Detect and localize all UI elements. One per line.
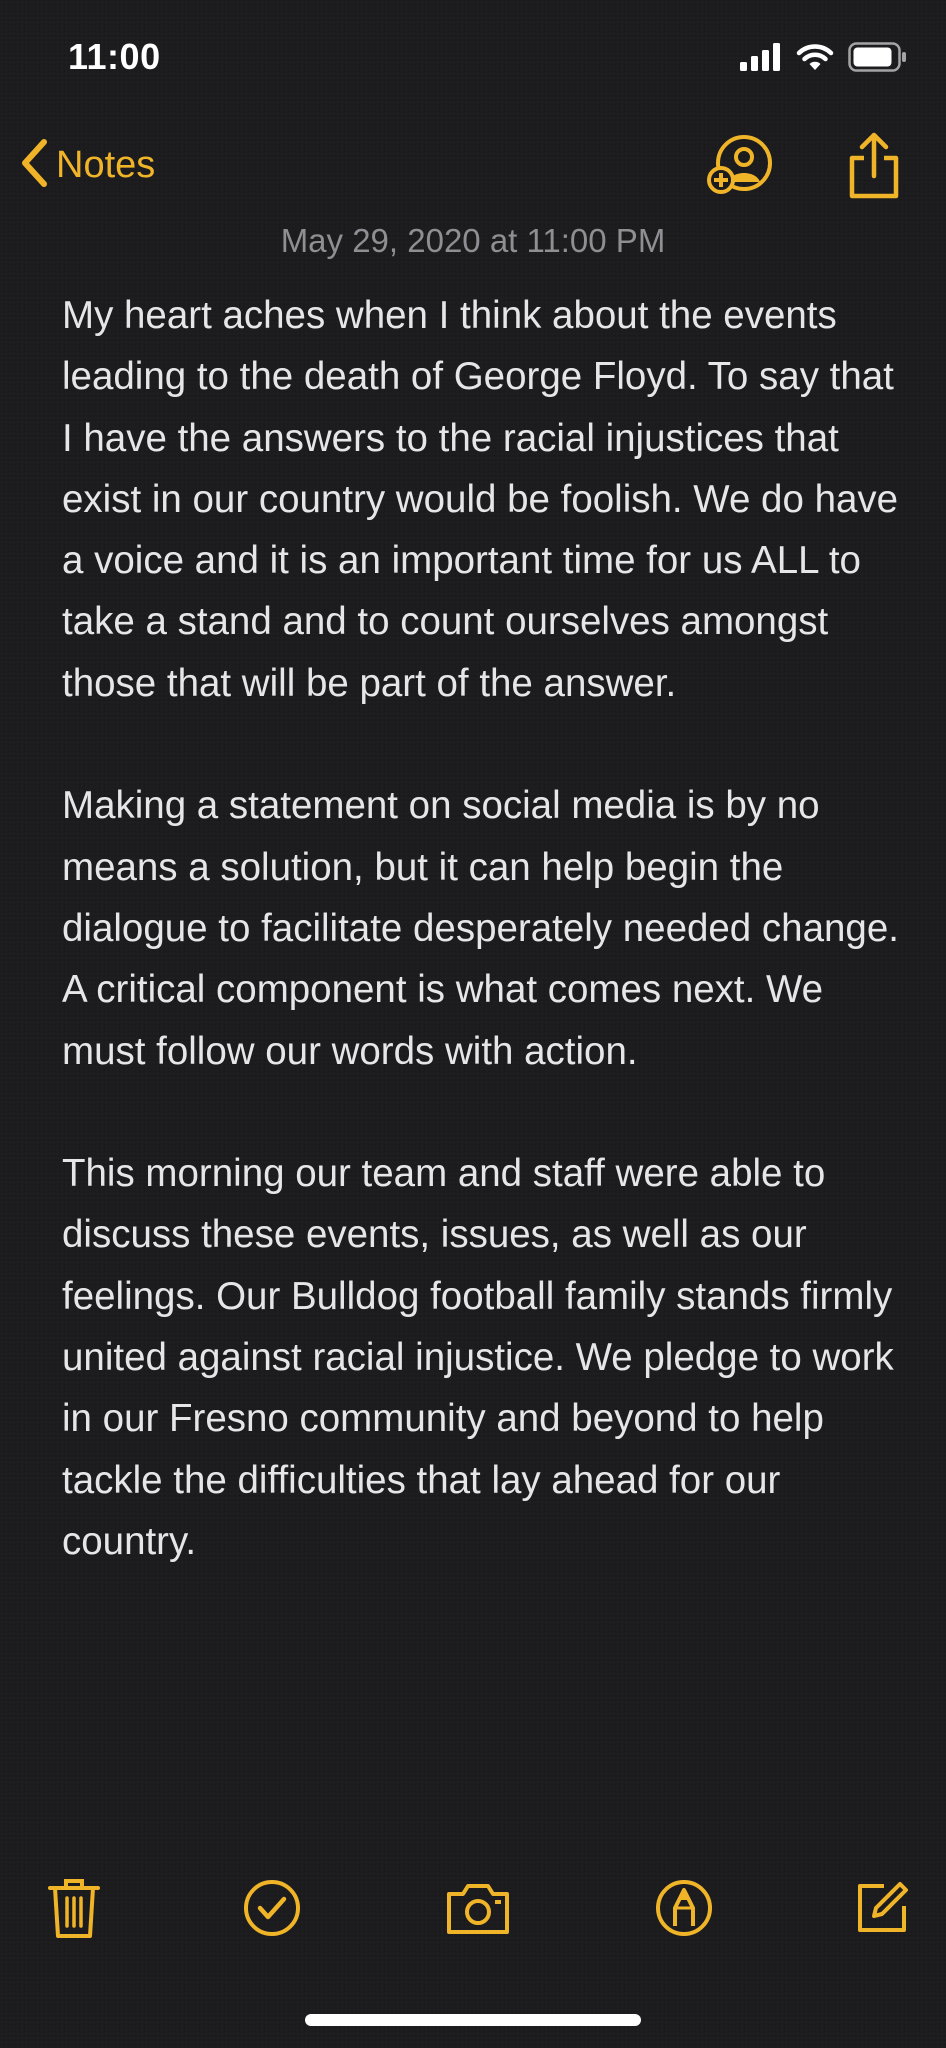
compose-icon	[852, 1878, 912, 1943]
status-time: 11:00	[68, 36, 161, 77]
battery-icon	[848, 42, 908, 77]
markup-icon	[654, 1878, 714, 1943]
note-paragraph: My heart aches when I think about the events leading to the death of George Floyd. To say that I have the answers to the racial injustices that exist in our country would be foolish. We do have a voice and it is an important time for us ALL to take a stand and to count ourselves amongst those that will be part of the answer.	[62, 294, 899, 705]
back-button[interactable]	[20, 138, 155, 193]
compose-button[interactable]	[842, 1870, 922, 1950]
bottom-toolbar	[0, 1870, 946, 1950]
checklist-icon	[242, 1878, 302, 1943]
add-person-button[interactable]	[704, 130, 776, 207]
trash-icon	[47, 1876, 101, 1945]
share-button[interactable]	[846, 130, 902, 207]
markup-button[interactable]	[644, 1870, 724, 1950]
camera-icon	[445, 1880, 511, 1941]
nav-bar	[0, 120, 946, 220]
note-date: May 29, 2020 at 11:00 PM	[280, 222, 666, 259]
note-paragraph: Making a statement on social media is by no means a solution, but it can help begin the dialogue to facilitate desperately needed change. A critical component is what comes next. We must follow our words with action.	[62, 784, 899, 1073]
status-icons	[740, 42, 908, 76]
add-person-icon	[704, 189, 776, 206]
status-bar	[0, 0, 946, 115]
share-icon	[846, 189, 902, 206]
checklist-button[interactable]	[232, 1870, 312, 1950]
note-body[interactable]	[62, 285, 902, 1572]
wifi-icon	[796, 43, 834, 76]
home-indicator[interactable]	[305, 2014, 641, 2026]
chevron-left-icon	[20, 138, 48, 193]
note-paragraph: This morning our team and staff were able to discuss these events, issues, as well as our feelings. Our Bulldog football family stands firmly united against racial injustice. We pledge to work in our Fresno community and beyond to help tackle the difficulties that lay ahead for our country.	[62, 1152, 894, 1563]
camera-button[interactable]	[438, 1870, 518, 1950]
delete-button[interactable]	[34, 1870, 114, 1950]
back-label: Notes	[56, 144, 156, 186]
cellular-signal-icon	[740, 43, 782, 76]
